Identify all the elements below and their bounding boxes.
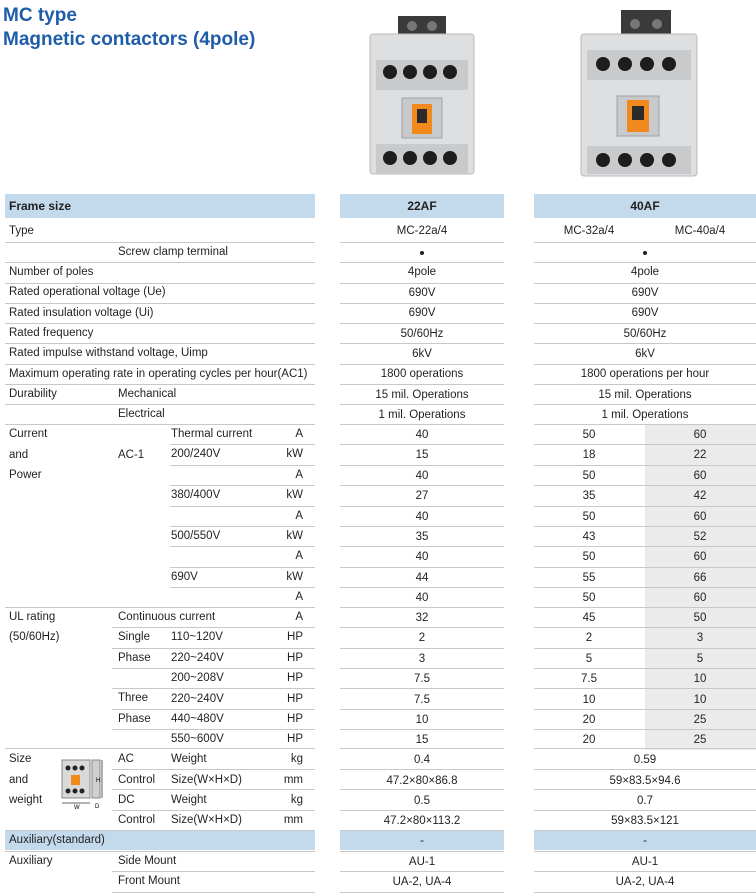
row-divider bbox=[340, 587, 504, 588]
ac-label: AC bbox=[118, 753, 134, 765]
size-label-3: weight bbox=[9, 794, 43, 806]
ul-row-unit: HP bbox=[287, 672, 303, 685]
ul-row-32: 45 bbox=[582, 612, 596, 624]
row-divider bbox=[534, 283, 756, 284]
row-divider bbox=[534, 404, 756, 405]
maxrate-label: Maximum operating rate in operating cycles per hour(AC1) bbox=[9, 368, 308, 380]
row-divider bbox=[170, 526, 315, 527]
current-row-32: 18 bbox=[582, 449, 596, 462]
row-divider bbox=[170, 567, 315, 568]
row-divider bbox=[534, 830, 756, 831]
row-divider bbox=[340, 607, 504, 608]
ac-weight-22: 0.4 bbox=[414, 754, 430, 766]
row-divider bbox=[112, 892, 315, 893]
front-mount-label: Front Mount bbox=[118, 875, 180, 887]
ui-40: 690V bbox=[631, 307, 659, 319]
current-row-unit: kW bbox=[286, 570, 303, 583]
side-mount-label: Side Mount bbox=[118, 855, 177, 867]
aux-standard-label: Auxiliary(standard) bbox=[9, 834, 105, 846]
ul-row-40: 10 bbox=[693, 693, 707, 706]
ul-row-desc: 220~240V bbox=[171, 651, 224, 664]
dc-size-label: Size(W×H×D) bbox=[171, 814, 242, 826]
row-divider bbox=[170, 587, 315, 588]
row-divider bbox=[340, 485, 504, 486]
current-row-unit: A bbox=[295, 591, 303, 604]
current-row-40: 22 bbox=[693, 449, 707, 462]
screw-clamp-40-dot bbox=[643, 251, 647, 255]
current-row-32: 50 bbox=[582, 429, 596, 441]
row-divider bbox=[534, 343, 756, 344]
current-row-40: 66 bbox=[693, 571, 707, 584]
ul-row-22: 15 bbox=[415, 734, 429, 747]
row-divider bbox=[340, 709, 504, 710]
elec-40: 1 mil. Operations bbox=[601, 409, 689, 421]
row-divider bbox=[112, 789, 315, 790]
row-divider bbox=[534, 242, 756, 243]
freq-label: Rated frequency bbox=[9, 327, 94, 339]
col-22af-header bbox=[340, 194, 504, 218]
aux-label: Auxiliary bbox=[9, 855, 53, 867]
row-divider bbox=[534, 485, 756, 486]
dc-size-40: 59×83.5×121 bbox=[611, 815, 679, 827]
ac-weight-40: 0.59 bbox=[633, 754, 657, 766]
page-title bbox=[3, 4, 255, 52]
continuous-current-label: Continuous current bbox=[118, 611, 216, 623]
ul-row-32: 2 bbox=[585, 632, 593, 645]
row-divider bbox=[170, 485, 315, 486]
ul-row-40: 50 bbox=[693, 612, 707, 624]
dc-weight-unit: kg bbox=[290, 794, 303, 806]
current-row-32: 43 bbox=[582, 531, 596, 543]
current-row-desc: 690V bbox=[171, 570, 198, 583]
row-divider bbox=[534, 323, 756, 324]
side-mount-22: AU-1 bbox=[408, 856, 436, 868]
row-divider bbox=[534, 729, 756, 730]
row-divider bbox=[534, 871, 756, 872]
ul-row-40: 25 bbox=[693, 734, 707, 747]
dc-label: DC bbox=[118, 794, 135, 806]
row-divider bbox=[534, 607, 756, 608]
contactor-40af-image bbox=[575, 10, 703, 182]
row-divider bbox=[5, 262, 315, 263]
current-row-40: 60 bbox=[693, 592, 707, 605]
row-divider bbox=[5, 404, 315, 405]
row-divider bbox=[340, 506, 504, 507]
row-divider bbox=[340, 526, 504, 527]
ac1-label: AC-1 bbox=[118, 449, 145, 461]
ul-row-32: 7.5 bbox=[581, 673, 597, 686]
row-divider bbox=[112, 688, 315, 689]
row-divider bbox=[340, 343, 504, 344]
row-divider bbox=[340, 424, 504, 425]
screw-clamp-22-dot bbox=[420, 251, 424, 255]
single-label: Single bbox=[118, 631, 150, 643]
type-40: MC-40a/4 bbox=[674, 225, 726, 237]
ue-22: 690V bbox=[408, 287, 436, 299]
row-divider bbox=[534, 668, 756, 669]
ul-row-22: 7.5 bbox=[414, 673, 430, 686]
size-label-2: and bbox=[9, 774, 29, 786]
maxrate-40: 1800 operations per hour bbox=[580, 368, 710, 380]
maxrate-22: 1800 operations bbox=[380, 368, 464, 380]
row-divider bbox=[340, 546, 504, 547]
dc-size-unit: mm bbox=[283, 814, 303, 826]
ul-row-22: 32 bbox=[415, 612, 429, 624]
col-40af-label: 40AF bbox=[630, 199, 660, 213]
current-row-unit: kW bbox=[286, 489, 303, 502]
dc-weight-40: 0.7 bbox=[637, 795, 653, 807]
row-divider bbox=[340, 769, 504, 770]
row-divider bbox=[534, 526, 756, 527]
ac-control-label: Control bbox=[118, 774, 156, 786]
row-divider bbox=[340, 465, 504, 466]
ul-label-1: UL rating bbox=[9, 611, 56, 623]
ac-weight-unit: kg bbox=[290, 753, 303, 765]
ul-row-40: 25 bbox=[693, 714, 707, 726]
uimp-label: Rated impulse withstand voltage, Uimp bbox=[9, 347, 208, 359]
current-row-32: 50 bbox=[582, 510, 596, 523]
row-divider bbox=[5, 242, 315, 243]
current-row-22: 40 bbox=[415, 551, 429, 564]
current-row-unit: A bbox=[295, 468, 303, 481]
ul-row-desc: 550~600V bbox=[171, 733, 224, 746]
current-row-32: 50 bbox=[582, 551, 596, 564]
row-divider bbox=[534, 303, 756, 304]
row-divider bbox=[340, 262, 504, 263]
current-row-22: 15 bbox=[415, 449, 429, 462]
current-row-unit: kW bbox=[286, 530, 303, 542]
ul-row-32: 5 bbox=[585, 652, 593, 665]
ul-row-unit: HP bbox=[287, 631, 303, 644]
row-divider bbox=[340, 567, 504, 568]
ul-row-desc: 110~120V bbox=[171, 631, 223, 644]
current-row-unit: A bbox=[295, 428, 303, 440]
row-divider bbox=[112, 648, 315, 649]
row-divider bbox=[112, 729, 315, 730]
current-label-1: Current bbox=[9, 428, 48, 440]
type-label: Type bbox=[9, 225, 34, 237]
row-divider bbox=[5, 830, 315, 831]
row-divider bbox=[340, 871, 504, 872]
current-row-22: 40 bbox=[415, 592, 429, 605]
current-row-desc: Thermal current bbox=[171, 428, 253, 440]
current-row-desc: 500/550V bbox=[171, 530, 221, 542]
current-row-32: 35 bbox=[582, 490, 596, 503]
ul-row-32: 20 bbox=[582, 714, 596, 726]
current-row-40: 60 bbox=[693, 551, 707, 564]
row-divider bbox=[534, 688, 756, 689]
ul-row-desc: 200~208V bbox=[171, 672, 224, 685]
row-divider bbox=[340, 242, 504, 243]
row-divider bbox=[534, 364, 756, 365]
dim-h-label: H bbox=[96, 778, 101, 784]
title-line-1: MC type bbox=[3, 5, 77, 26]
row-divider bbox=[340, 830, 504, 831]
poles-label: Number of poles bbox=[9, 266, 94, 278]
row-divider bbox=[340, 892, 504, 893]
row-divider bbox=[534, 648, 756, 649]
row-divider bbox=[5, 303, 315, 304]
dc-size-22: 47.2×80×113.2 bbox=[383, 815, 461, 827]
current-label-2: and bbox=[9, 449, 29, 461]
current-row-40: 60 bbox=[693, 469, 707, 482]
row-divider bbox=[340, 688, 504, 689]
ac-size-unit: mm bbox=[283, 774, 303, 786]
dc-weight-label: Weight bbox=[171, 794, 207, 806]
ac-size-label: Size(W×H×D) bbox=[171, 774, 242, 786]
row-divider bbox=[340, 404, 504, 405]
ac-size-22: 47.2×80×86.8 bbox=[386, 775, 458, 787]
dc-control-label: Control bbox=[118, 814, 156, 826]
current-row-32: 55 bbox=[582, 571, 596, 584]
mech-40: 15 mil. Operations bbox=[598, 389, 692, 401]
ul-row-40: 5 bbox=[696, 652, 704, 665]
frame-size-label: Frame size bbox=[9, 199, 72, 213]
current-row-desc: 200/240V bbox=[171, 448, 221, 461]
row-divider bbox=[534, 262, 756, 263]
dim-w-label: W bbox=[74, 805, 80, 810]
row-divider bbox=[534, 627, 756, 628]
ac-weight-label: Weight bbox=[171, 753, 207, 765]
type-32: MC-32a/4 bbox=[563, 225, 615, 237]
row-divider bbox=[170, 444, 315, 445]
row-divider bbox=[534, 709, 756, 710]
current-row-22: 27 bbox=[415, 490, 429, 503]
row-divider bbox=[534, 384, 756, 385]
uimp-22: 6kV bbox=[412, 348, 432, 360]
elec-22: 1 mil. Operations bbox=[378, 409, 466, 421]
row-divider bbox=[534, 587, 756, 588]
row-divider bbox=[340, 648, 504, 649]
row-divider bbox=[340, 384, 504, 385]
current-row-40: 42 bbox=[693, 490, 707, 503]
freq-40: 50/60Hz bbox=[623, 328, 667, 340]
current-row-22: 40 bbox=[415, 510, 429, 523]
current-row-unit: A bbox=[295, 509, 303, 522]
row-divider bbox=[534, 810, 756, 811]
ul-row-unit: A bbox=[295, 611, 303, 623]
row-divider bbox=[5, 851, 315, 852]
mech-22: 15 mil. Operations bbox=[375, 389, 469, 401]
current-row-40: 52 bbox=[693, 531, 707, 543]
row-divider bbox=[170, 465, 315, 466]
row-divider bbox=[112, 871, 315, 872]
ul-row-22: 10 bbox=[415, 714, 429, 726]
contactor-22af-image bbox=[362, 16, 482, 181]
current-row-40: 60 bbox=[693, 429, 707, 441]
row-divider bbox=[340, 283, 504, 284]
current-row-32: 50 bbox=[582, 469, 596, 482]
row-divider bbox=[340, 364, 504, 365]
row-divider bbox=[534, 444, 756, 445]
freq-22: 50/60Hz bbox=[400, 328, 444, 340]
col-40af-header bbox=[534, 194, 756, 218]
ue-40: 690V bbox=[631, 287, 659, 299]
row-divider bbox=[170, 546, 315, 547]
row-divider bbox=[340, 729, 504, 730]
row-divider bbox=[5, 607, 315, 608]
three-phase-label: Phase bbox=[118, 713, 151, 725]
current-row-22: 40 bbox=[415, 469, 429, 482]
row-divider bbox=[534, 769, 756, 770]
title-line-2: Magnetic contactors (4pole) bbox=[3, 29, 256, 50]
row-divider bbox=[534, 465, 756, 466]
row-divider bbox=[534, 789, 756, 790]
aux-standard-40: - bbox=[643, 835, 647, 847]
durability-label: Durability bbox=[9, 388, 57, 400]
ac-size-40: 59×83.5×94.6 bbox=[609, 775, 681, 787]
current-row-22: 44 bbox=[415, 571, 429, 584]
side-mount-40: AU-1 bbox=[631, 856, 659, 868]
ul-row-unit: HP bbox=[287, 713, 303, 725]
front-mount-22: UA-2, UA-4 bbox=[392, 876, 452, 888]
current-row-40: 60 bbox=[693, 510, 707, 523]
ul-label-2: (50/60Hz) bbox=[9, 631, 60, 643]
ul-row-32: 10 bbox=[582, 693, 596, 706]
electrical-label: Electrical bbox=[118, 408, 165, 420]
ul-row-22: 2 bbox=[418, 632, 426, 645]
ul-row-desc: 440~480V bbox=[171, 713, 224, 725]
poles-22: 4pole bbox=[407, 266, 437, 278]
row-divider bbox=[112, 810, 315, 811]
row-divider bbox=[340, 789, 504, 790]
ul-row-40: 10 bbox=[693, 673, 707, 686]
three-label: Three bbox=[118, 692, 149, 704]
ul-row-32: 20 bbox=[582, 734, 596, 747]
row-divider bbox=[534, 851, 756, 852]
row-divider bbox=[112, 668, 315, 669]
current-label-3: Power bbox=[9, 469, 42, 481]
aux-standard-22: - bbox=[420, 835, 424, 847]
row-divider bbox=[534, 567, 756, 568]
row-divider bbox=[534, 892, 756, 893]
row-divider bbox=[5, 384, 315, 385]
row-divider bbox=[5, 424, 315, 425]
ul-row-desc: 220~240V bbox=[171, 692, 224, 705]
row-divider bbox=[340, 810, 504, 811]
col-22af-label: 22AF bbox=[407, 199, 437, 213]
dim-d-label: D bbox=[95, 804, 100, 810]
row-divider bbox=[5, 283, 315, 284]
row-divider bbox=[340, 627, 504, 628]
current-row-desc: 380/400V bbox=[171, 489, 221, 502]
ue-label: Rated operational voltage (Ue) bbox=[9, 286, 166, 298]
single-phase-label: Phase bbox=[118, 652, 151, 664]
row-divider bbox=[340, 303, 504, 304]
ui-22: 690V bbox=[408, 307, 436, 319]
row-divider bbox=[170, 506, 315, 507]
row-divider bbox=[340, 748, 504, 749]
current-row-32: 50 bbox=[582, 592, 596, 605]
current-row-22: 35 bbox=[415, 531, 429, 543]
row-divider bbox=[5, 364, 315, 365]
current-row-unit: kW bbox=[286, 448, 303, 461]
dimension-drawing-icon bbox=[58, 758, 104, 810]
current-row-22: 40 bbox=[415, 429, 429, 441]
row-divider bbox=[112, 769, 315, 770]
row-divider bbox=[340, 668, 504, 669]
dc-weight-22: 0.5 bbox=[414, 795, 430, 807]
mechanical-label: Mechanical bbox=[118, 388, 177, 400]
ul-row-22: 7.5 bbox=[414, 693, 430, 706]
ul-row-unit: HP bbox=[287, 651, 303, 664]
frame-size-header bbox=[5, 194, 315, 218]
row-divider bbox=[112, 709, 315, 710]
poles-40: 4pole bbox=[630, 266, 660, 278]
current-row-unit: A bbox=[295, 550, 303, 563]
row-divider bbox=[534, 748, 756, 749]
row-divider bbox=[5, 748, 315, 749]
row-divider bbox=[340, 444, 504, 445]
ul-row-unit: HP bbox=[287, 692, 303, 705]
row-divider bbox=[340, 851, 504, 852]
type-22: MC-22a/4 bbox=[396, 225, 448, 237]
screw-clamp-label: Screw clamp terminal bbox=[118, 246, 228, 258]
row-divider bbox=[534, 506, 756, 507]
front-mount-40: UA-2, UA-4 bbox=[615, 876, 675, 888]
row-divider bbox=[5, 323, 315, 324]
ui-label: Rated insulation voltage (Ui) bbox=[9, 307, 154, 319]
row-divider bbox=[112, 627, 315, 628]
uimp-40: 6kV bbox=[635, 348, 655, 360]
row-divider bbox=[534, 546, 756, 547]
ul-row-unit: HP bbox=[287, 733, 303, 746]
row-divider bbox=[5, 343, 315, 344]
size-label-1: Size bbox=[9, 753, 32, 765]
ul-row-22: 3 bbox=[418, 652, 426, 665]
row-divider bbox=[340, 323, 504, 324]
ul-row-40: 3 bbox=[696, 632, 704, 645]
row-divider bbox=[534, 424, 756, 425]
